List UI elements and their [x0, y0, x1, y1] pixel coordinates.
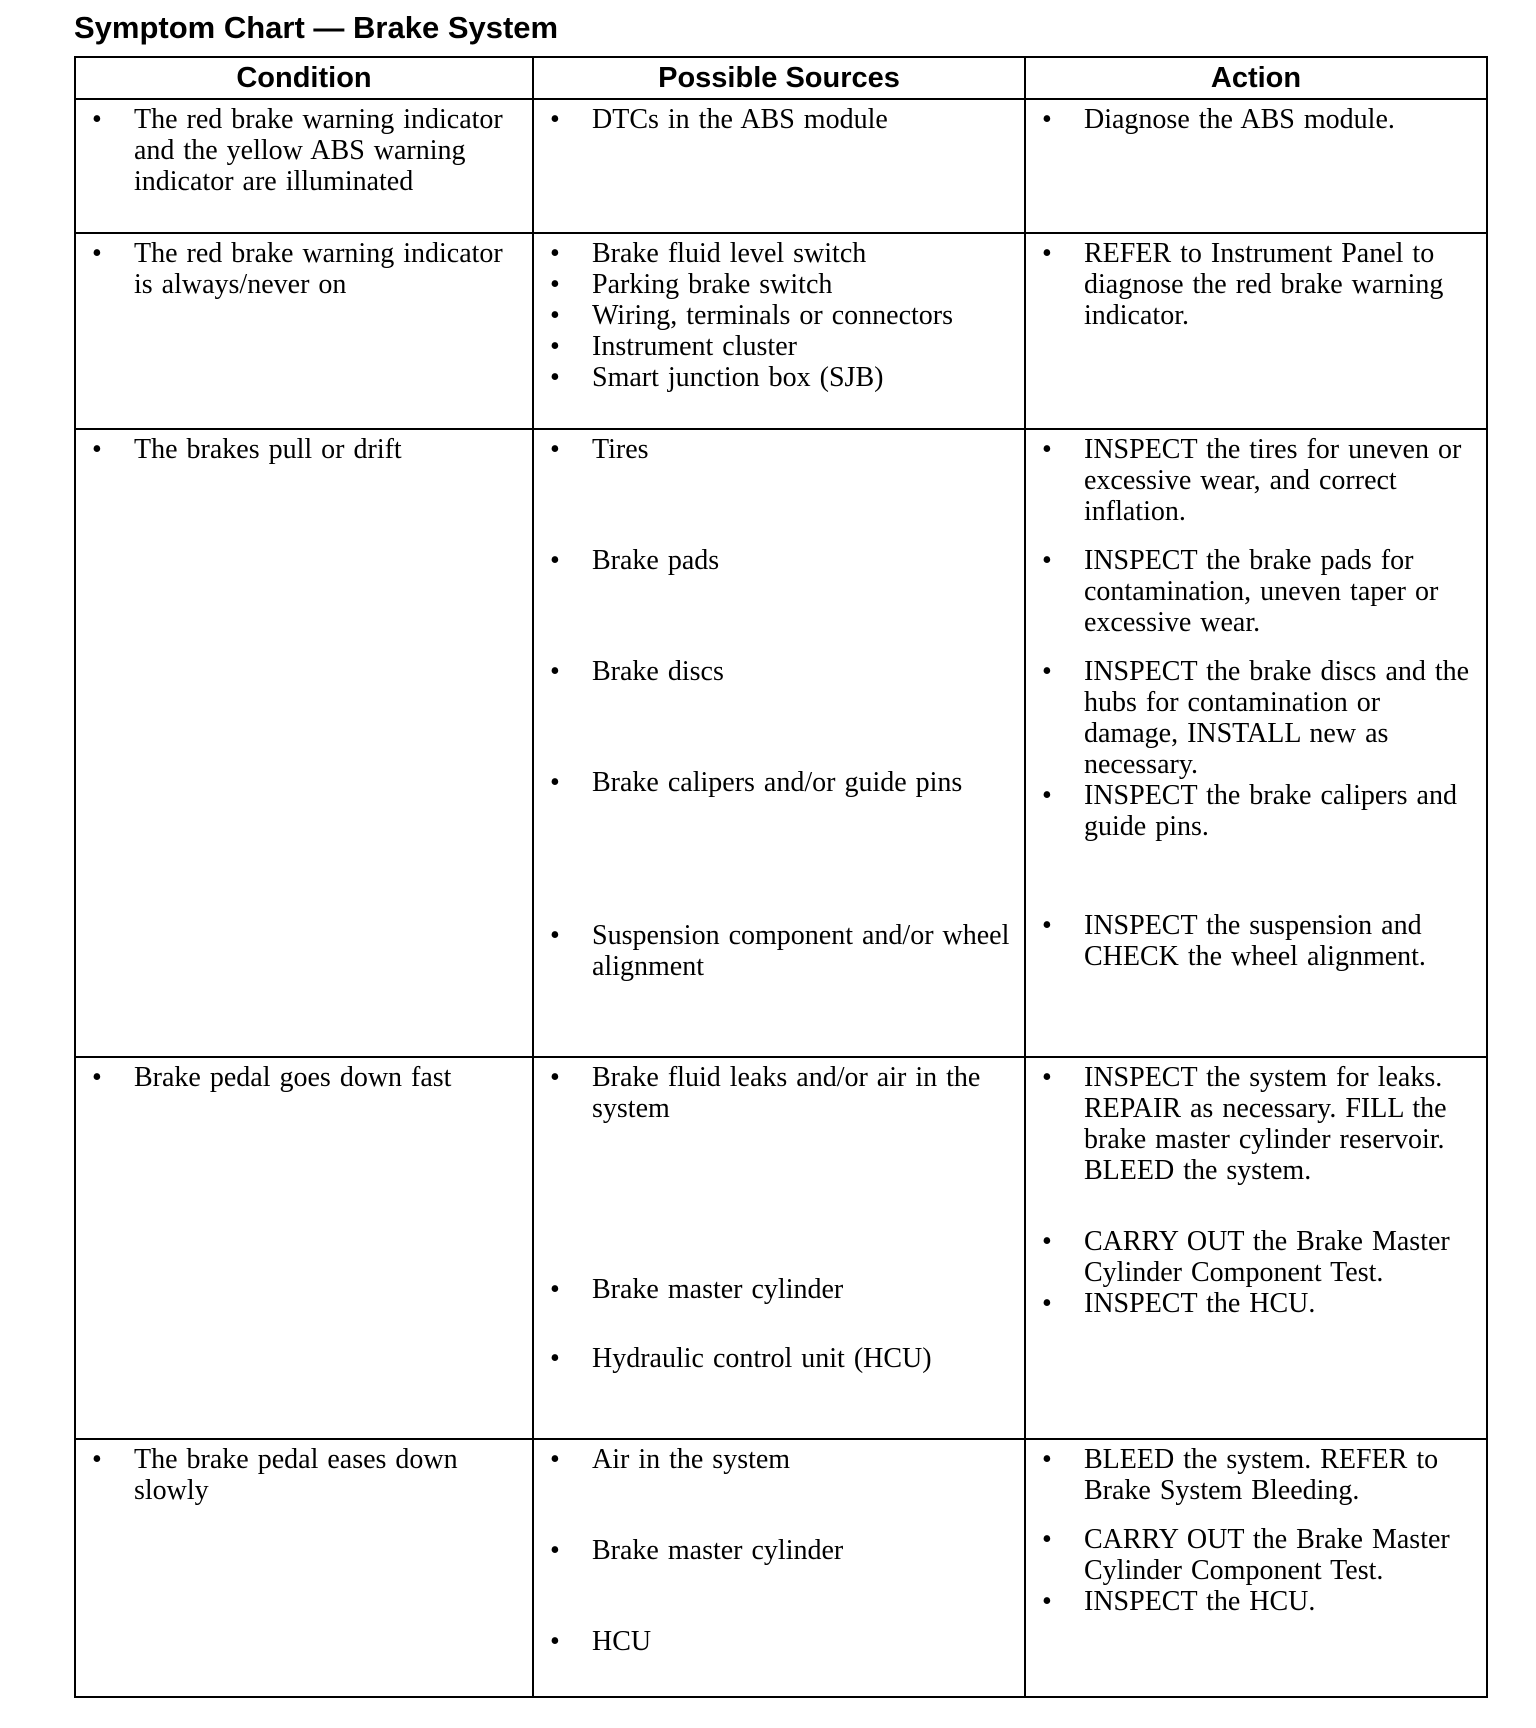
action-item — [1040, 1586, 1476, 1617]
source-item — [548, 1062, 1014, 1124]
source-item — [548, 1444, 1014, 1475]
condition-cell — [75, 233, 533, 429]
bullet-marker: • — [550, 238, 560, 269]
action-cell — [1025, 1057, 1487, 1439]
source-item — [548, 104, 1014, 135]
source-item — [548, 767, 1014, 798]
bullet-marker: • — [550, 300, 560, 331]
condition-item-text: The brakes pull or drift — [134, 434, 402, 465]
source-item-text: Tires — [592, 434, 649, 465]
source-item-text: HCU — [592, 1626, 652, 1657]
action-item — [1040, 1524, 1476, 1586]
source-item — [548, 300, 1014, 331]
bullet-marker: • — [92, 1062, 102, 1093]
symptom-chart-table — [74, 56, 1488, 1698]
action-item-text: INSPECT the brake calipers and guide pins. — [1084, 780, 1457, 842]
bullet-marker: • — [550, 1535, 560, 1566]
condition-cell — [75, 1057, 533, 1439]
source-item — [548, 1626, 1014, 1657]
source-item-text: Brake discs — [592, 656, 724, 687]
possible-sources-cell — [533, 1439, 1025, 1697]
action-item — [1040, 1062, 1476, 1186]
action-item-text: CARRY OUT the Brake Master Cylinder Component Test. — [1084, 1226, 1450, 1288]
page-title: Symptom Chart — Brake System — [74, 10, 559, 45]
table-row — [75, 429, 1487, 1057]
bullet-marker: • — [1042, 104, 1052, 135]
bullet-marker: • — [1042, 780, 1052, 811]
bullet-marker: • — [1042, 1586, 1052, 1617]
bullet-marker: • — [1042, 1226, 1052, 1257]
bullet-marker: • — [1042, 910, 1052, 941]
bullet-marker: • — [92, 104, 102, 135]
table-row — [75, 1439, 1487, 1697]
action-cell — [1025, 99, 1487, 233]
source-item-text: Instrument cluster — [592, 331, 797, 362]
source-item-text: Hydraulic control unit (HCU) — [592, 1343, 932, 1374]
source-item-text: Brake master cylinder — [592, 1274, 844, 1305]
source-item — [548, 656, 1014, 687]
action-item — [1040, 238, 1476, 331]
table-row — [75, 1057, 1487, 1439]
action-item — [1040, 1288, 1476, 1319]
action-item-text: INSPECT the HCU. — [1084, 1586, 1316, 1617]
action-item-text: CARRY OUT the Brake Master Cylinder Component Test. — [1084, 1524, 1450, 1586]
bullet-marker: • — [550, 1626, 560, 1657]
possible-sources-cell — [533, 233, 1025, 429]
bullet-marker: • — [1042, 545, 1052, 576]
condition-cell — [75, 429, 533, 1057]
action-item — [1040, 1444, 1476, 1506]
table-row — [75, 233, 1487, 429]
action-item — [1040, 910, 1476, 972]
action-item-text: INSPECT the tires for uneven or excessive wear, and correct inflation. — [1084, 434, 1462, 527]
source-item-text: Brake pads — [592, 545, 720, 576]
source-item — [548, 238, 1014, 269]
bullet-marker: • — [92, 1444, 102, 1475]
action-cell — [1025, 429, 1487, 1057]
condition-item-text: The red brake warning indicator is always/never on — [134, 238, 503, 300]
action-item — [1040, 780, 1476, 842]
source-item-text: DTCs in the ABS module — [592, 104, 888, 135]
condition-cell — [75, 1439, 533, 1697]
bullet-marker: • — [1042, 1062, 1052, 1093]
action-item — [1040, 104, 1476, 135]
table-body — [75, 99, 1487, 1697]
bullet-marker: • — [550, 269, 560, 300]
bullet-marker: • — [550, 656, 560, 687]
action-item — [1040, 545, 1476, 638]
condition-cell — [75, 99, 533, 233]
source-item-text: Parking brake switch — [592, 269, 833, 300]
bullet-marker: • — [550, 1444, 560, 1475]
action-item-text: INSPECT the HCU. — [1084, 1288, 1316, 1319]
header-action: Action — [1025, 57, 1487, 99]
possible-sources-cell — [533, 99, 1025, 233]
source-item-text: Brake fluid level switch — [592, 238, 867, 269]
header-condition: Condition — [75, 57, 533, 99]
action-item — [1040, 434, 1476, 527]
bullet-marker: • — [550, 1274, 560, 1305]
bullet-marker: • — [550, 362, 560, 393]
bullet-marker: • — [1042, 1288, 1052, 1319]
bullet-marker: • — [550, 767, 560, 798]
source-item-text: Suspension component and/or wheel alignment — [592, 920, 1010, 982]
action-item-text: BLEED the system. REFER to Brake System Bleeding. — [1084, 1444, 1439, 1506]
condition-item — [90, 238, 522, 300]
bullet-marker: • — [92, 238, 102, 269]
condition-item — [90, 1444, 522, 1506]
bullet-marker: • — [550, 1343, 560, 1374]
action-item-text: REFER to Instrument Panel to diagnose the red brake warning indicator. — [1084, 238, 1444, 331]
condition-item — [90, 104, 522, 197]
source-item — [548, 1535, 1014, 1566]
source-item-text: Brake fluid leaks and/or air in the system — [592, 1062, 981, 1124]
action-item-text: Diagnose the ABS module. — [1084, 104, 1395, 135]
bullet-marker: • — [550, 104, 560, 135]
header-row — [75, 57, 1487, 99]
bullet-marker: • — [550, 331, 560, 362]
action-item-text: INSPECT the system for leaks. REPAIR as necessary. FILL the brake master cylinder reservoir. BLEED the system. — [1084, 1062, 1447, 1186]
source-item — [548, 434, 1014, 465]
header-possible-sources: Possible Sources — [533, 57, 1025, 99]
action-cell — [1025, 1439, 1487, 1697]
action-cell — [1025, 233, 1487, 429]
bullet-marker: • — [550, 434, 560, 465]
action-item — [1040, 656, 1476, 780]
source-item — [548, 1343, 1014, 1374]
source-item — [548, 362, 1014, 393]
bullet-marker: • — [550, 1062, 560, 1093]
bullet-marker: • — [1042, 656, 1052, 687]
action-item — [1040, 1226, 1476, 1288]
table-row — [75, 99, 1487, 233]
bullet-marker: • — [550, 545, 560, 576]
source-item — [548, 331, 1014, 362]
source-item — [548, 545, 1014, 576]
source-item — [548, 920, 1014, 982]
source-item — [548, 1274, 1014, 1305]
bullet-marker: • — [1042, 1444, 1052, 1475]
source-item-text: Brake master cylinder — [592, 1535, 844, 1566]
source-item-text: Brake calipers and/or guide pins — [592, 767, 963, 798]
possible-sources-cell — [533, 1057, 1025, 1439]
source-item-text: Wiring, terminals or connectors — [592, 300, 953, 331]
source-item-text: Air in the system — [592, 1444, 791, 1475]
action-item-text: INSPECT the brake pads for contamination, uneven taper or excessive wear. — [1084, 545, 1439, 638]
source-item — [548, 269, 1014, 300]
condition-item — [90, 1062, 522, 1093]
condition-item-text: The red brake warning indicator and the yellow ABS warning indicator are illuminated — [134, 104, 503, 197]
bullet-marker: • — [1042, 238, 1052, 269]
possible-sources-cell — [533, 429, 1025, 1057]
bullet-marker: • — [550, 920, 560, 951]
bullet-marker: • — [1042, 434, 1052, 465]
condition-item — [90, 434, 522, 465]
action-item-text: INSPECT the brake discs and the hubs for contamination or damage, INSTALL new as necessary. — [1084, 656, 1470, 780]
condition-item-text: Brake pedal goes down fast — [134, 1062, 452, 1093]
condition-item-text: The brake pedal eases down slowly — [134, 1444, 458, 1506]
source-item-text: Smart junction box (SJB) — [592, 362, 884, 393]
action-item-text: INSPECT the suspension and CHECK the wheel alignment. — [1084, 910, 1426, 972]
bullet-marker: • — [92, 434, 102, 465]
bullet-marker: • — [1042, 1524, 1052, 1555]
